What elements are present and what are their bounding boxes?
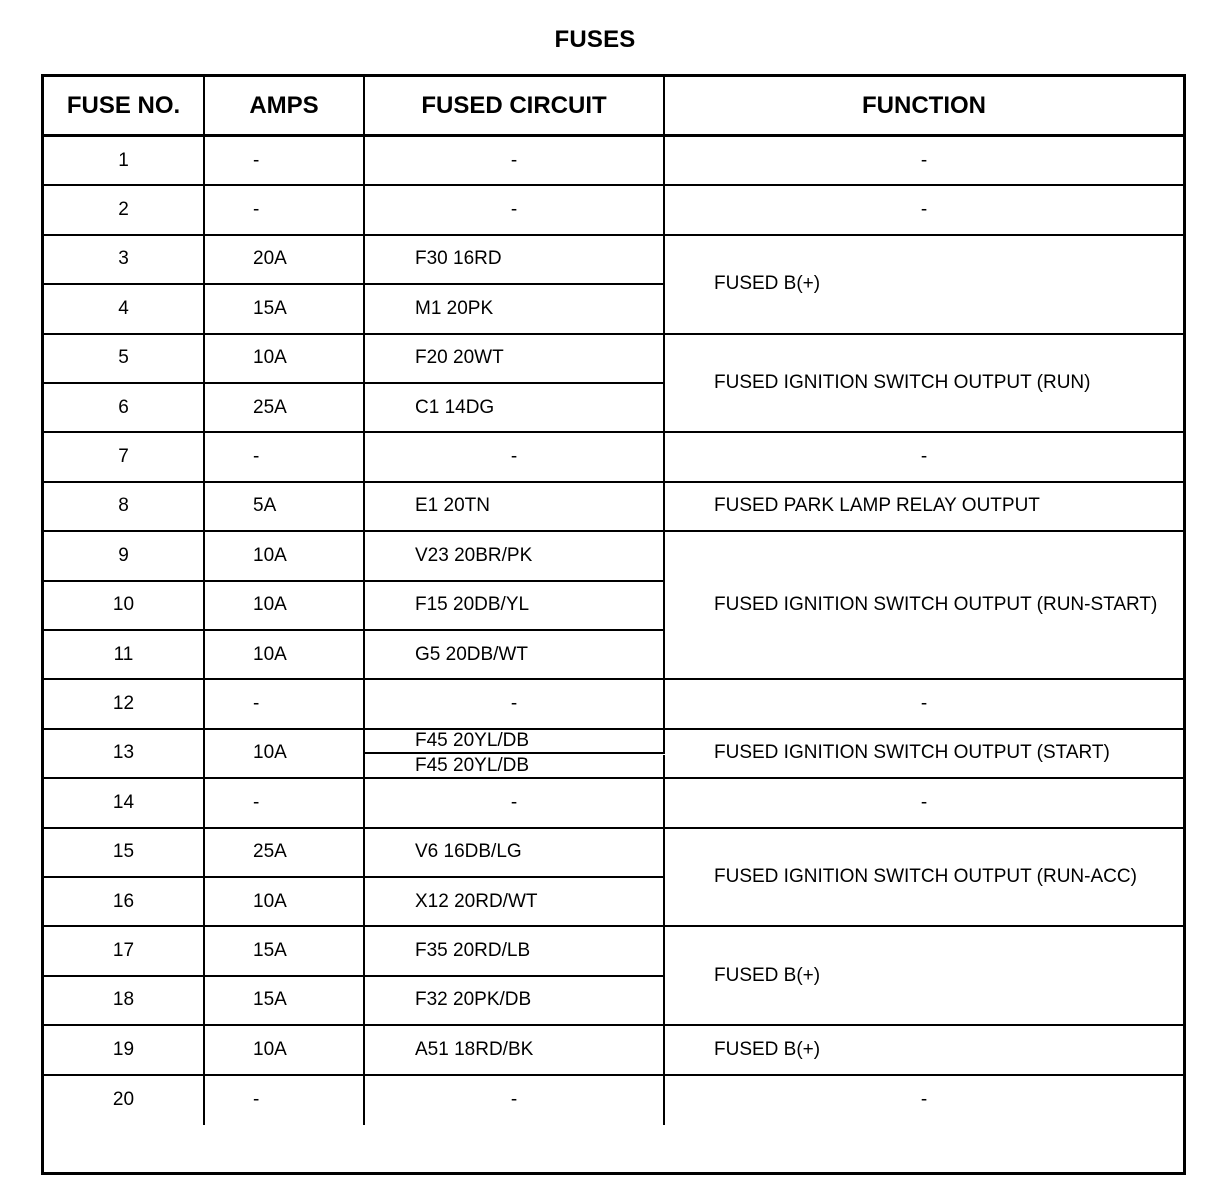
amps-cell: 25A xyxy=(205,384,365,433)
function-cell: - xyxy=(665,680,1183,729)
fuse-number-cell: 7 xyxy=(44,433,205,482)
fused-circuit-cell: C1 14DG xyxy=(365,384,665,433)
function-cell: - xyxy=(665,779,1183,828)
amps-cell: - xyxy=(205,433,365,482)
fuse-table xyxy=(41,74,1186,1175)
fused-circuit-cell: A51 18RD/BK xyxy=(365,1026,665,1075)
fused-circuit-cell: - xyxy=(365,779,665,828)
amps-cell: 5A xyxy=(205,483,365,532)
amps-cell: 15A xyxy=(205,977,365,1026)
fuse-number-cell: 8 xyxy=(44,483,205,532)
fuse-number-cell: 11 xyxy=(44,631,205,680)
fused-circuit-cell: - xyxy=(365,137,665,186)
amps-cell: - xyxy=(205,680,365,729)
header-fuse-no: FUSE NO. xyxy=(44,77,205,137)
fused-circuit-cell: - xyxy=(365,680,665,729)
function-cell: FUSED B(+) xyxy=(665,236,1183,335)
amps-cell: 10A xyxy=(205,335,365,384)
fused-circuit-cell: - xyxy=(365,1076,665,1125)
fused-circuit-cell: V6 16DB/LG xyxy=(365,829,665,878)
fused-circuit-cell: - xyxy=(365,186,665,235)
fused-circuit-cell: V23 20BR/PK xyxy=(365,532,665,581)
function-cell: FUSED IGNITION SWITCH OUTPUT (RUN) xyxy=(665,335,1183,434)
fuse-number-cell: 5 xyxy=(44,335,205,384)
fused-circuit-cell: F32 20PK/DB xyxy=(365,977,665,1026)
fuse-number-cell: 13 xyxy=(44,730,205,779)
fuse-number-cell: 15 xyxy=(44,829,205,878)
fuse-number-cell: 4 xyxy=(44,285,205,334)
amps-cell: 20A xyxy=(205,236,365,285)
function-cell: FUSED B(+) xyxy=(665,1026,1183,1075)
fuse-number-cell: 14 xyxy=(44,779,205,828)
amps-cell: 25A xyxy=(205,829,365,878)
fused-circuit-cell: F35 20RD/LB xyxy=(365,927,665,976)
fused-circuit-cell: M1 20PK xyxy=(365,285,665,334)
fuse-number-cell: 3 xyxy=(44,236,205,285)
fused-circuit-cell: F15 20DB/YL xyxy=(365,582,665,631)
function-cell: - xyxy=(665,137,1183,186)
page-title: FUSES xyxy=(554,26,636,53)
fused-circuit-cell: X12 20RD/WT xyxy=(365,878,665,927)
amps-cell: 15A xyxy=(205,285,365,334)
header-amps: AMPS xyxy=(205,77,365,137)
header-function: FUNCTION xyxy=(665,77,1183,137)
fuse-number-cell: 1 xyxy=(44,137,205,186)
amps-cell: 10A xyxy=(205,582,365,631)
fuse-number-cell: 20 xyxy=(44,1076,205,1125)
fuse-number-cell: 12 xyxy=(44,680,205,729)
amps-cell: - xyxy=(205,137,365,186)
function-cell: FUSED IGNITION SWITCH OUTPUT (START) xyxy=(665,730,1183,779)
fused-circuit-cell: F20 20WT xyxy=(365,335,665,384)
function-cell: - xyxy=(920,1089,928,1111)
fused-circuit-cell: - xyxy=(365,433,665,482)
function-cell: FUSED IGNITION SWITCH OUTPUT (RUN-ACC) xyxy=(665,829,1183,928)
fused-circuit-cell: G5 20DB/WT xyxy=(365,631,665,680)
amps-cell: 10A xyxy=(205,631,365,680)
fused-circuit-cell: F30 16RD xyxy=(365,236,665,285)
fuse-number-cell: 19 xyxy=(44,1026,205,1075)
function-cell: FUSED IGNITION SWITCH OUTPUT (RUN-START) xyxy=(665,532,1183,680)
fuse-number-cell: 2 xyxy=(44,186,205,235)
amps-cell: - xyxy=(205,779,365,828)
amps-cell: 10A xyxy=(205,1026,365,1075)
fuse-number-cell: 10 xyxy=(44,582,205,631)
fused-circuit-cell: F45 20YL/DB xyxy=(365,755,665,780)
function-cell: FUSED PARK LAMP RELAY OUTPUT xyxy=(665,483,1183,532)
fuse-number-cell: 17 xyxy=(44,927,205,976)
amps-cell: 10A xyxy=(205,532,365,581)
function-cell: - xyxy=(665,186,1183,235)
fuse-number-cell: 9 xyxy=(44,532,205,581)
function-cell: FUSED B(+) xyxy=(665,927,1183,1026)
fuse-number-cell: 18 xyxy=(44,977,205,1026)
function-cell: - xyxy=(665,433,1183,482)
fused-circuit-cell: F45 20YL/DB xyxy=(365,730,665,755)
amps-cell: - xyxy=(205,1076,365,1125)
fused-circuit-cell: E1 20TN xyxy=(365,483,665,532)
fuse-number-cell: 6 xyxy=(44,384,205,433)
amps-cell: 10A xyxy=(205,730,365,779)
amps-cell: 15A xyxy=(205,927,365,976)
fuse-number-cell: 16 xyxy=(44,878,205,927)
amps-cell: 10A xyxy=(205,878,365,927)
amps-cell: - xyxy=(205,186,365,235)
header-fused-circuit: FUSED CIRCUIT xyxy=(365,77,665,137)
